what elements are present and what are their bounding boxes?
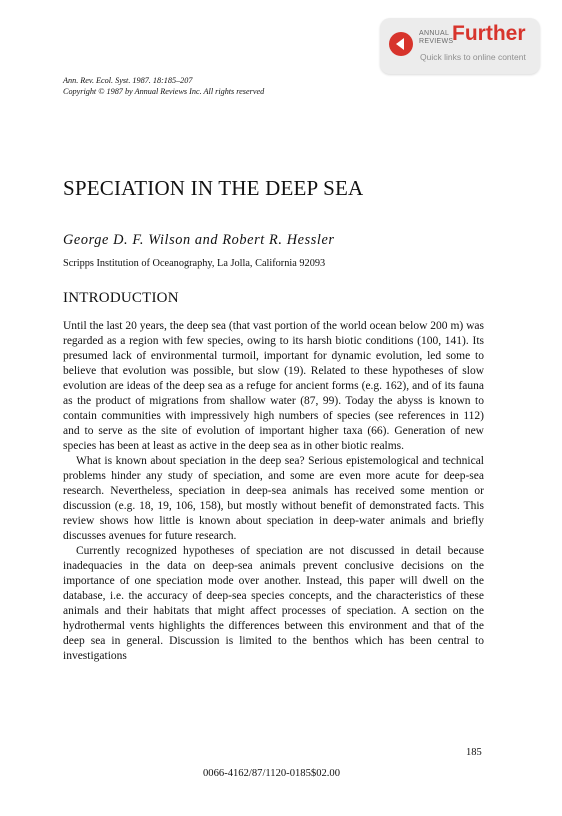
banner-tagline: Quick links to online content [420, 52, 526, 62]
article-title: SPECIATION IN THE DEEP SEA [63, 176, 364, 200]
article-affiliation: Scripps Institution of Oceanography, La Jolla, California 92093 [63, 258, 326, 269]
article-authors: George D. F. Wilson and Robert R. Hessler [63, 232, 335, 248]
journal-copyright: Copyright © 1987 by Annual Reviews Inc. All rights reserved [63, 87, 265, 96]
paragraph: Currently recognized hypotheses of speciation are not discussed in detail because inadequacies in the data on deep-sea animals prevent conclusive decisions on the importance of one speciation mode over another. Instead, this paper will dwell on the database, i.e. the accuracy of deep-sea species concepts, and the characteristics of these animals and their habitats that might affect processes of speciation. A section on the hydrothermal vents highlights the differences between this environment and that of the deep sea in general. Discussion is limited to the benthos which has been central to investigations [63, 545, 484, 662]
annual-reviews-logo-icon [389, 32, 413, 56]
banner-publisher: ANNUAL REVIEWS [419, 30, 454, 45]
paragraph: What is known about speciation in the deep sea? Serious epistemological and technical problems hinder any study of speciation, and some are even more acute for deep-sea research. Nevertheless, speciation in deep-sea animals has received some mention or discussion (e.g. 18, 19, 106, 158), but mostly without benefit of demonstrated facts. This review shows how little is known about speciation in deep-water animals and briefly discusses avenues for future research. [63, 455, 484, 542]
banner-further-label: Further [452, 22, 526, 45]
paragraph: Until the last 20 years, the deep sea (that vast portion of the world ocean below 200 m) was regarded as a region with few species, owing to its harsh biotic conditions (100, 141). Its presumed lack of environmental turmoil, important for dynamic evolution, led some to believe that evolution was possible, but slow (19). Related to these hypotheses of slow evolution are ideas of the deep sea as a refuge for ancient forms (e.g. 162), and of its fauna as the product of migrations from shallow water (87, 99). Today the abyss is known to contain communities with impressively high numbers of species (see references in 112) and to serve as the site of evolution of important higher taxa (66). Generation of new species has been at least as active in the deep sea as in other biotic realms. [63, 320, 484, 452]
body-text [63, 319, 484, 664]
journal-citation: Ann. Rev. Ecol. Syst. 1987. 18:185–207 [63, 76, 193, 85]
further-banner[interactable] [380, 18, 540, 74]
journal-info [63, 75, 264, 97]
section-heading: INTRODUCTION [63, 290, 179, 306]
page-number: 185 [466, 747, 482, 758]
article-code: 0066-4162/87/1120-0185$02.00 [203, 768, 341, 779]
